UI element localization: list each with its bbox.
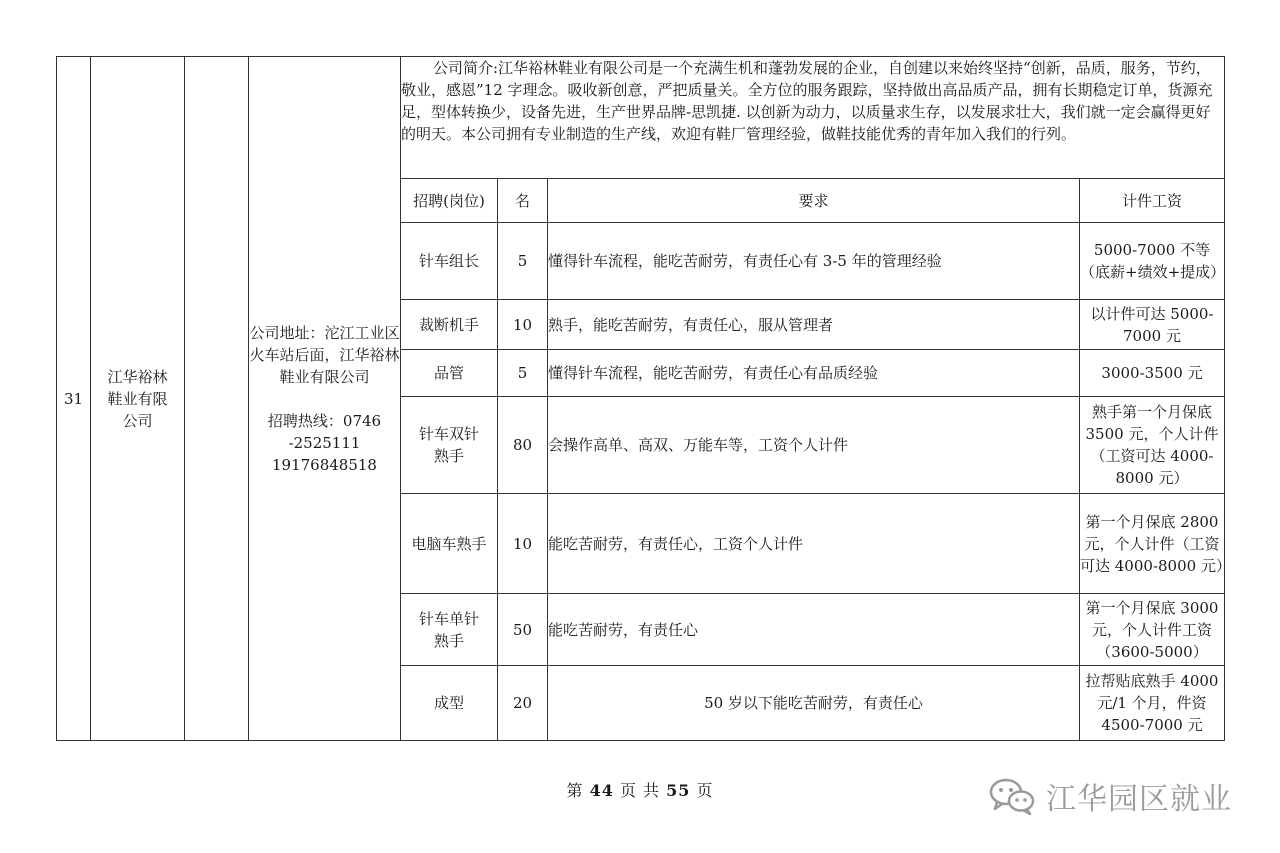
footer-total: 55 [666, 781, 691, 800]
header-requirement: 要求 [548, 179, 1080, 223]
job-salary: 第一个月保底 2800 元，个人计件（工资可达 4000-8000 元） [1080, 494, 1225, 594]
job-position: 裁断机手 [401, 300, 498, 350]
job-requirement: 50 岁以下能吃苦耐劳，有责任心 [548, 666, 1080, 741]
watermark [988, 772, 1248, 820]
header-salary: 计件工资 [1080, 179, 1225, 223]
job-count: 5 [498, 223, 548, 300]
job-salary: 第一个月保底 3000 元，个人计件工资（3600-5000） [1080, 594, 1225, 666]
job-salary: 熟手第一个月保底 3500 元，个人计件（工资可达 4000-8000 元） [1080, 397, 1225, 494]
job-position: 品管 [401, 350, 498, 397]
job-requirement: 会操作高单、高双、万能车等，工资个人计件 [548, 397, 1080, 494]
job-requirement: 懂得针车流程，能吃苦耐劳，有责任心有品质经验 [548, 350, 1080, 397]
job-salary: 拉帮贴底熟手 4000 元/1 个月，件资 4500-7000 元 [1080, 666, 1225, 741]
job-position: 成型 [401, 666, 498, 741]
watermark-text: 江华园区就业 [1046, 782, 1232, 817]
job-count: 50 [498, 594, 548, 666]
recruitment-table [56, 56, 1231, 741]
footer-suffix: 页 [696, 781, 714, 800]
company-intro-text: 公司简介:江华裕林鞋业有限公司是一个充满生机和蓬勃发展的企业，自创建以来始终坚持“创新，品质，服务，节约，敬业，感恩”12 字理念。吸收新创意，严把质量关。全方位的服务跟踪，坚持做出高品质产品，拥有长期稳定订单，货源充足，型体转换少，设备先进，生产世界品牌-思凯捷. 以创新为动力，以质量求生存，以发展求壮大，我们就一定会赢得更好的明天。本公司拥有专业制造的生产线，欢迎有鞋厂管理经验，做鞋技能优秀的青年加入我们的行列。 [401, 59, 1213, 143]
header-count: 名 [498, 179, 548, 223]
hotline-phone: 招聘热线：0746 -2525111 [267, 411, 382, 452]
company-name: 江华裕林鞋业有限公司 [91, 57, 185, 741]
job-requirement: 懂得针车流程，能吃苦耐劳，有责任心有 3-5 年的管理经验 [548, 223, 1080, 300]
job-count: 80 [498, 397, 548, 494]
job-position: 针车单针熟手 [401, 594, 498, 666]
job-requirement: 熟手，能吃苦耐劳，有责任心，服从管理者 [548, 300, 1080, 350]
header-position: 招聘(岗位) [401, 179, 498, 223]
hotline-mobile: 19176848518 [272, 455, 377, 474]
company-intro [401, 57, 1225, 179]
job-count: 20 [498, 666, 548, 741]
job-position: 针车组长 [401, 223, 498, 300]
job-requirement: 能吃苦耐劳，有责任心，工资个人计件 [548, 494, 1080, 594]
company-address: 公司地址：沱江工业区火车站后面，江华裕林鞋业有限公司 [249, 323, 400, 386]
job-position: 电脑车熟手 [401, 494, 498, 594]
wechat-icon [988, 776, 1036, 816]
contact-cell [249, 57, 401, 741]
job-count: 10 [498, 494, 548, 594]
footer-prefix: 第 [566, 781, 584, 800]
job-count: 10 [498, 300, 548, 350]
footer-middle: 页 共 [619, 781, 661, 800]
job-salary: 5000-7000 不等（底薪+绩效+提成） [1080, 223, 1225, 300]
empty-cell [185, 57, 249, 741]
job-requirement: 能吃苦耐劳，有责任心 [548, 594, 1080, 666]
job-count: 5 [498, 350, 548, 397]
footer-page: 44 [589, 781, 614, 800]
job-salary: 以计件可达 5000-7000 元 [1080, 300, 1225, 350]
job-position: 针车双针熟手 [401, 397, 498, 494]
row-number: 31 [57, 57, 91, 741]
job-salary: 3000-3500 元 [1080, 350, 1225, 397]
